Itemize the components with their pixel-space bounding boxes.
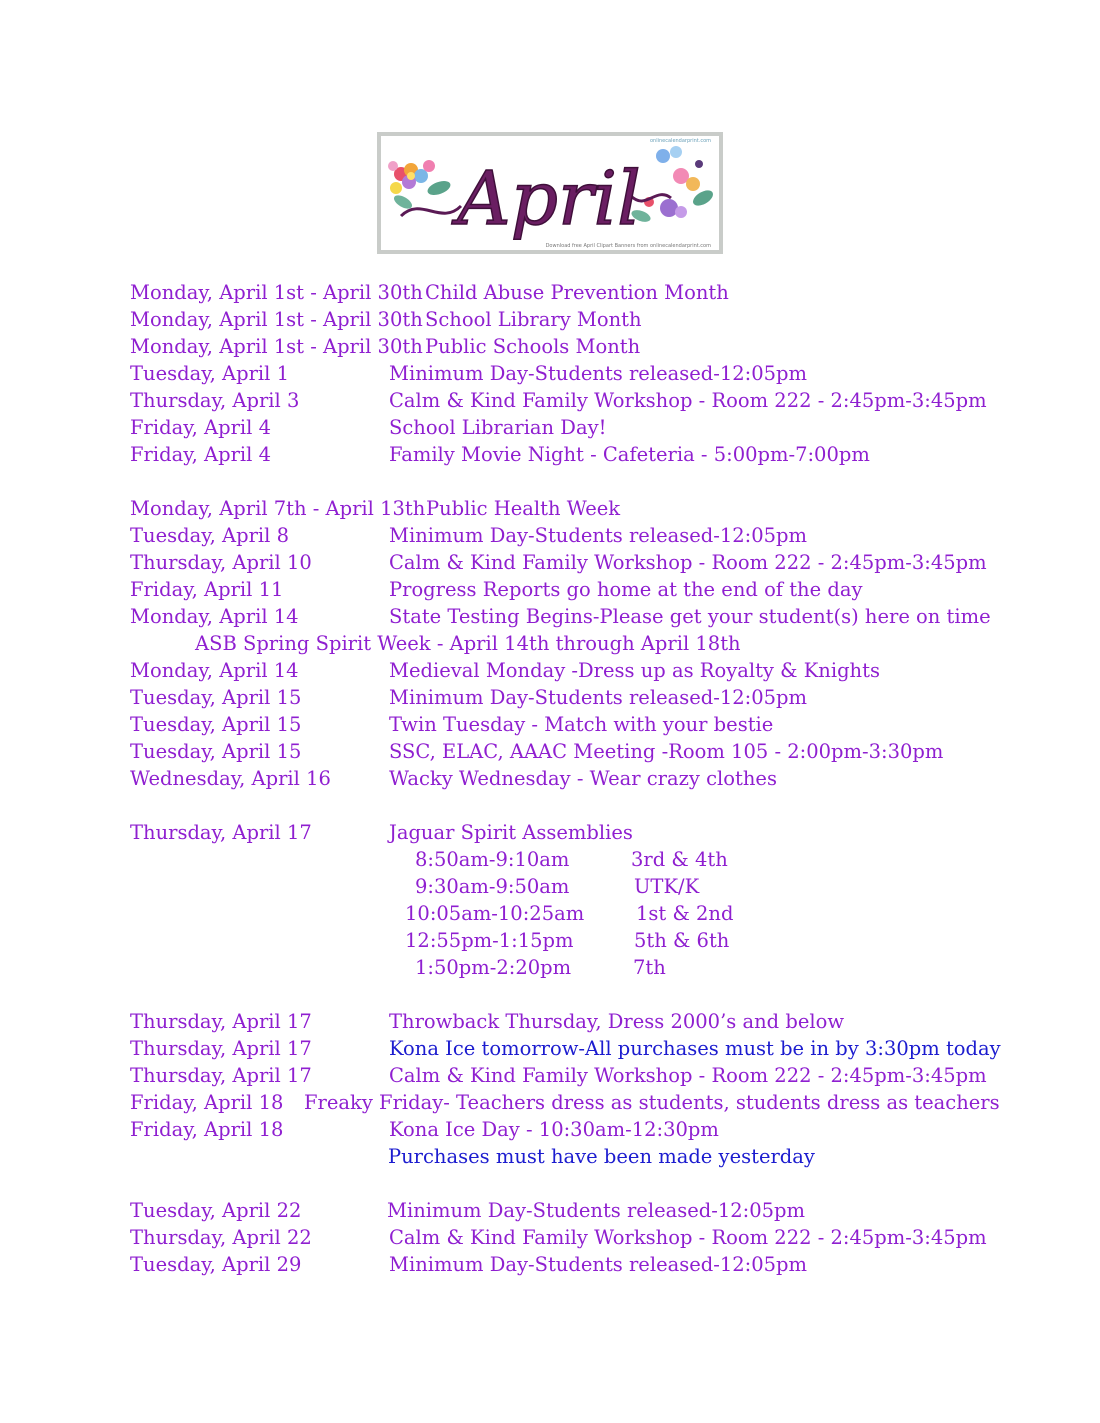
event-text: Minimum Day-Students released-12:05pm: [389, 1253, 808, 1276]
event-text: Minimum Day-Students released-12:05pm: [389, 524, 808, 547]
event-date: Tuesday, April 8: [130, 524, 290, 547]
flowers-left-icon: [388, 160, 452, 211]
event-date: Monday, April 14: [130, 659, 299, 682]
event-text: Minimum Day-Students released-12:05pm: [387, 1199, 806, 1222]
event-text: Freaky Friday- Teachers dress as students, students dress as teachers: [304, 1091, 1000, 1114]
april-banner: [377, 132, 723, 254]
event-text: Calm & Kind Family Workshop - Room 222 - 2:45pm-3:45pm: [389, 1226, 987, 1249]
event-text: Medieval Monday -Dress up as Royalty & Knights: [389, 659, 880, 682]
event-text: Kona Ice Day - 10:30am-12:30pm: [389, 1118, 719, 1141]
event-date: Thursday, April 3: [130, 389, 300, 412]
assembly-time: 12:55pm-1:15pm: [405, 929, 574, 952]
event-date: Tuesday, April 1: [130, 362, 290, 385]
event-text: Twin Tuesday - Match with your bestie: [389, 713, 774, 736]
event-date: Thursday, April 22: [130, 1226, 312, 1249]
event-date: Monday, April 1st - April 30th: [130, 308, 423, 331]
event-text: Public Health Week: [426, 497, 621, 520]
event-text: School Library Month: [425, 308, 642, 331]
event-date: Tuesday, April 15: [130, 686, 302, 709]
banner-image: [381, 136, 719, 250]
event-date: Monday, April 1st - April 30th: [130, 281, 423, 304]
banner-url-top: onlinecalendarprint.com: [649, 138, 711, 144]
event-text: Calm & Kind Family Workshop - Room 222 - 2:45pm-3:45pm: [389, 551, 987, 574]
event-date: Friday, April 18: [130, 1118, 284, 1141]
assembly-grades: 1st & 2nd: [636, 902, 734, 925]
event-date: Monday, April 14: [130, 605, 299, 628]
event-date: Tuesday, April 15: [130, 713, 302, 736]
assembly-grades: 5th & 6th: [634, 929, 730, 952]
event-text-highlight: Purchases must have been made yesterday: [388, 1145, 815, 1168]
event-text: Throwback Thursday, Dress 2000’s and below: [389, 1010, 845, 1033]
event-text: Jaguar Spirit Assemblies: [389, 821, 633, 844]
event-date: Thursday, April 17: [130, 821, 312, 844]
event-text: Child Abuse Prevention Month: [425, 281, 729, 304]
event-text-highlight: Kona Ice tomorrow-All purchases must be in by 3:30pm today: [389, 1037, 1001, 1060]
banner-url-bottom: Download free April Clipart Banners from onlinecalendarprint.com: [545, 243, 711, 249]
event-date: Friday, April 4: [130, 416, 271, 439]
assembly-grades: UTK/K: [634, 875, 700, 898]
event-date: Thursday, April 17: [130, 1064, 312, 1087]
event-date: Monday, April 1st - April 30th: [130, 335, 423, 358]
event-text: Calm & Kind Family Workshop - Room 222 - 2:45pm-3:45pm: [389, 1064, 987, 1087]
event-date: Monday, April 7th - April 13th: [130, 497, 426, 520]
banner-title: April: [457, 156, 641, 242]
assembly-time: 1:50pm-2:20pm: [415, 956, 572, 979]
event-date: Tuesday, April 22: [130, 1199, 302, 1222]
event-date: Friday, April 11: [130, 578, 284, 601]
event-date: Thursday, April 17: [130, 1037, 312, 1060]
event-date: Thursday, April 10: [130, 551, 312, 574]
assembly-grades: 7th: [633, 956, 666, 979]
event-date: Thursday, April 17: [130, 1010, 312, 1033]
assembly-grades: 3rd & 4th: [631, 848, 728, 871]
april-clipart: [381, 136, 719, 250]
assembly-time: 9:30am-9:50am: [415, 875, 570, 898]
event-text: Calm & Kind Family Workshop - Room 222 - 2:45pm-3:45pm: [389, 389, 987, 412]
event-text: Minimum Day-Students released-12:05pm: [389, 686, 808, 709]
event-text: Family Movie Night - Cafeteria - 5:00pm-7:00pm: [389, 443, 870, 466]
event-date: Friday, April 18: [130, 1091, 284, 1114]
event-text: Minimum Day-Students released-12:05pm: [389, 362, 808, 385]
event-text: Wacky Wednesday - Wear crazy clothes: [389, 767, 777, 790]
event-text: Public Schools Month: [425, 335, 641, 358]
event-text: State Testing Begins-Please get your student(s) here on time: [389, 605, 991, 628]
flowers-right-icon: [630, 146, 716, 224]
event-text: ASB Spring Spirit Week - April 14th through April 18th: [195, 632, 741, 655]
assembly-time: 8:50am-9:10am: [415, 848, 570, 871]
assembly-time: 10:05am-10:25am: [405, 902, 585, 925]
event-date: Friday, April 4: [130, 443, 271, 466]
event-date: Tuesday, April 15: [130, 740, 302, 763]
event-text: Progress Reports go home at the end of the day: [389, 578, 863, 601]
event-date: Tuesday, April 29: [130, 1253, 302, 1276]
event-text: School Librarian Day!: [389, 416, 607, 439]
event-date: Wednesday, April 16: [130, 767, 331, 790]
event-text: SSC, ELAC, AAAC Meeting -Room 105 - 2:00pm-3:30pm: [389, 740, 944, 763]
